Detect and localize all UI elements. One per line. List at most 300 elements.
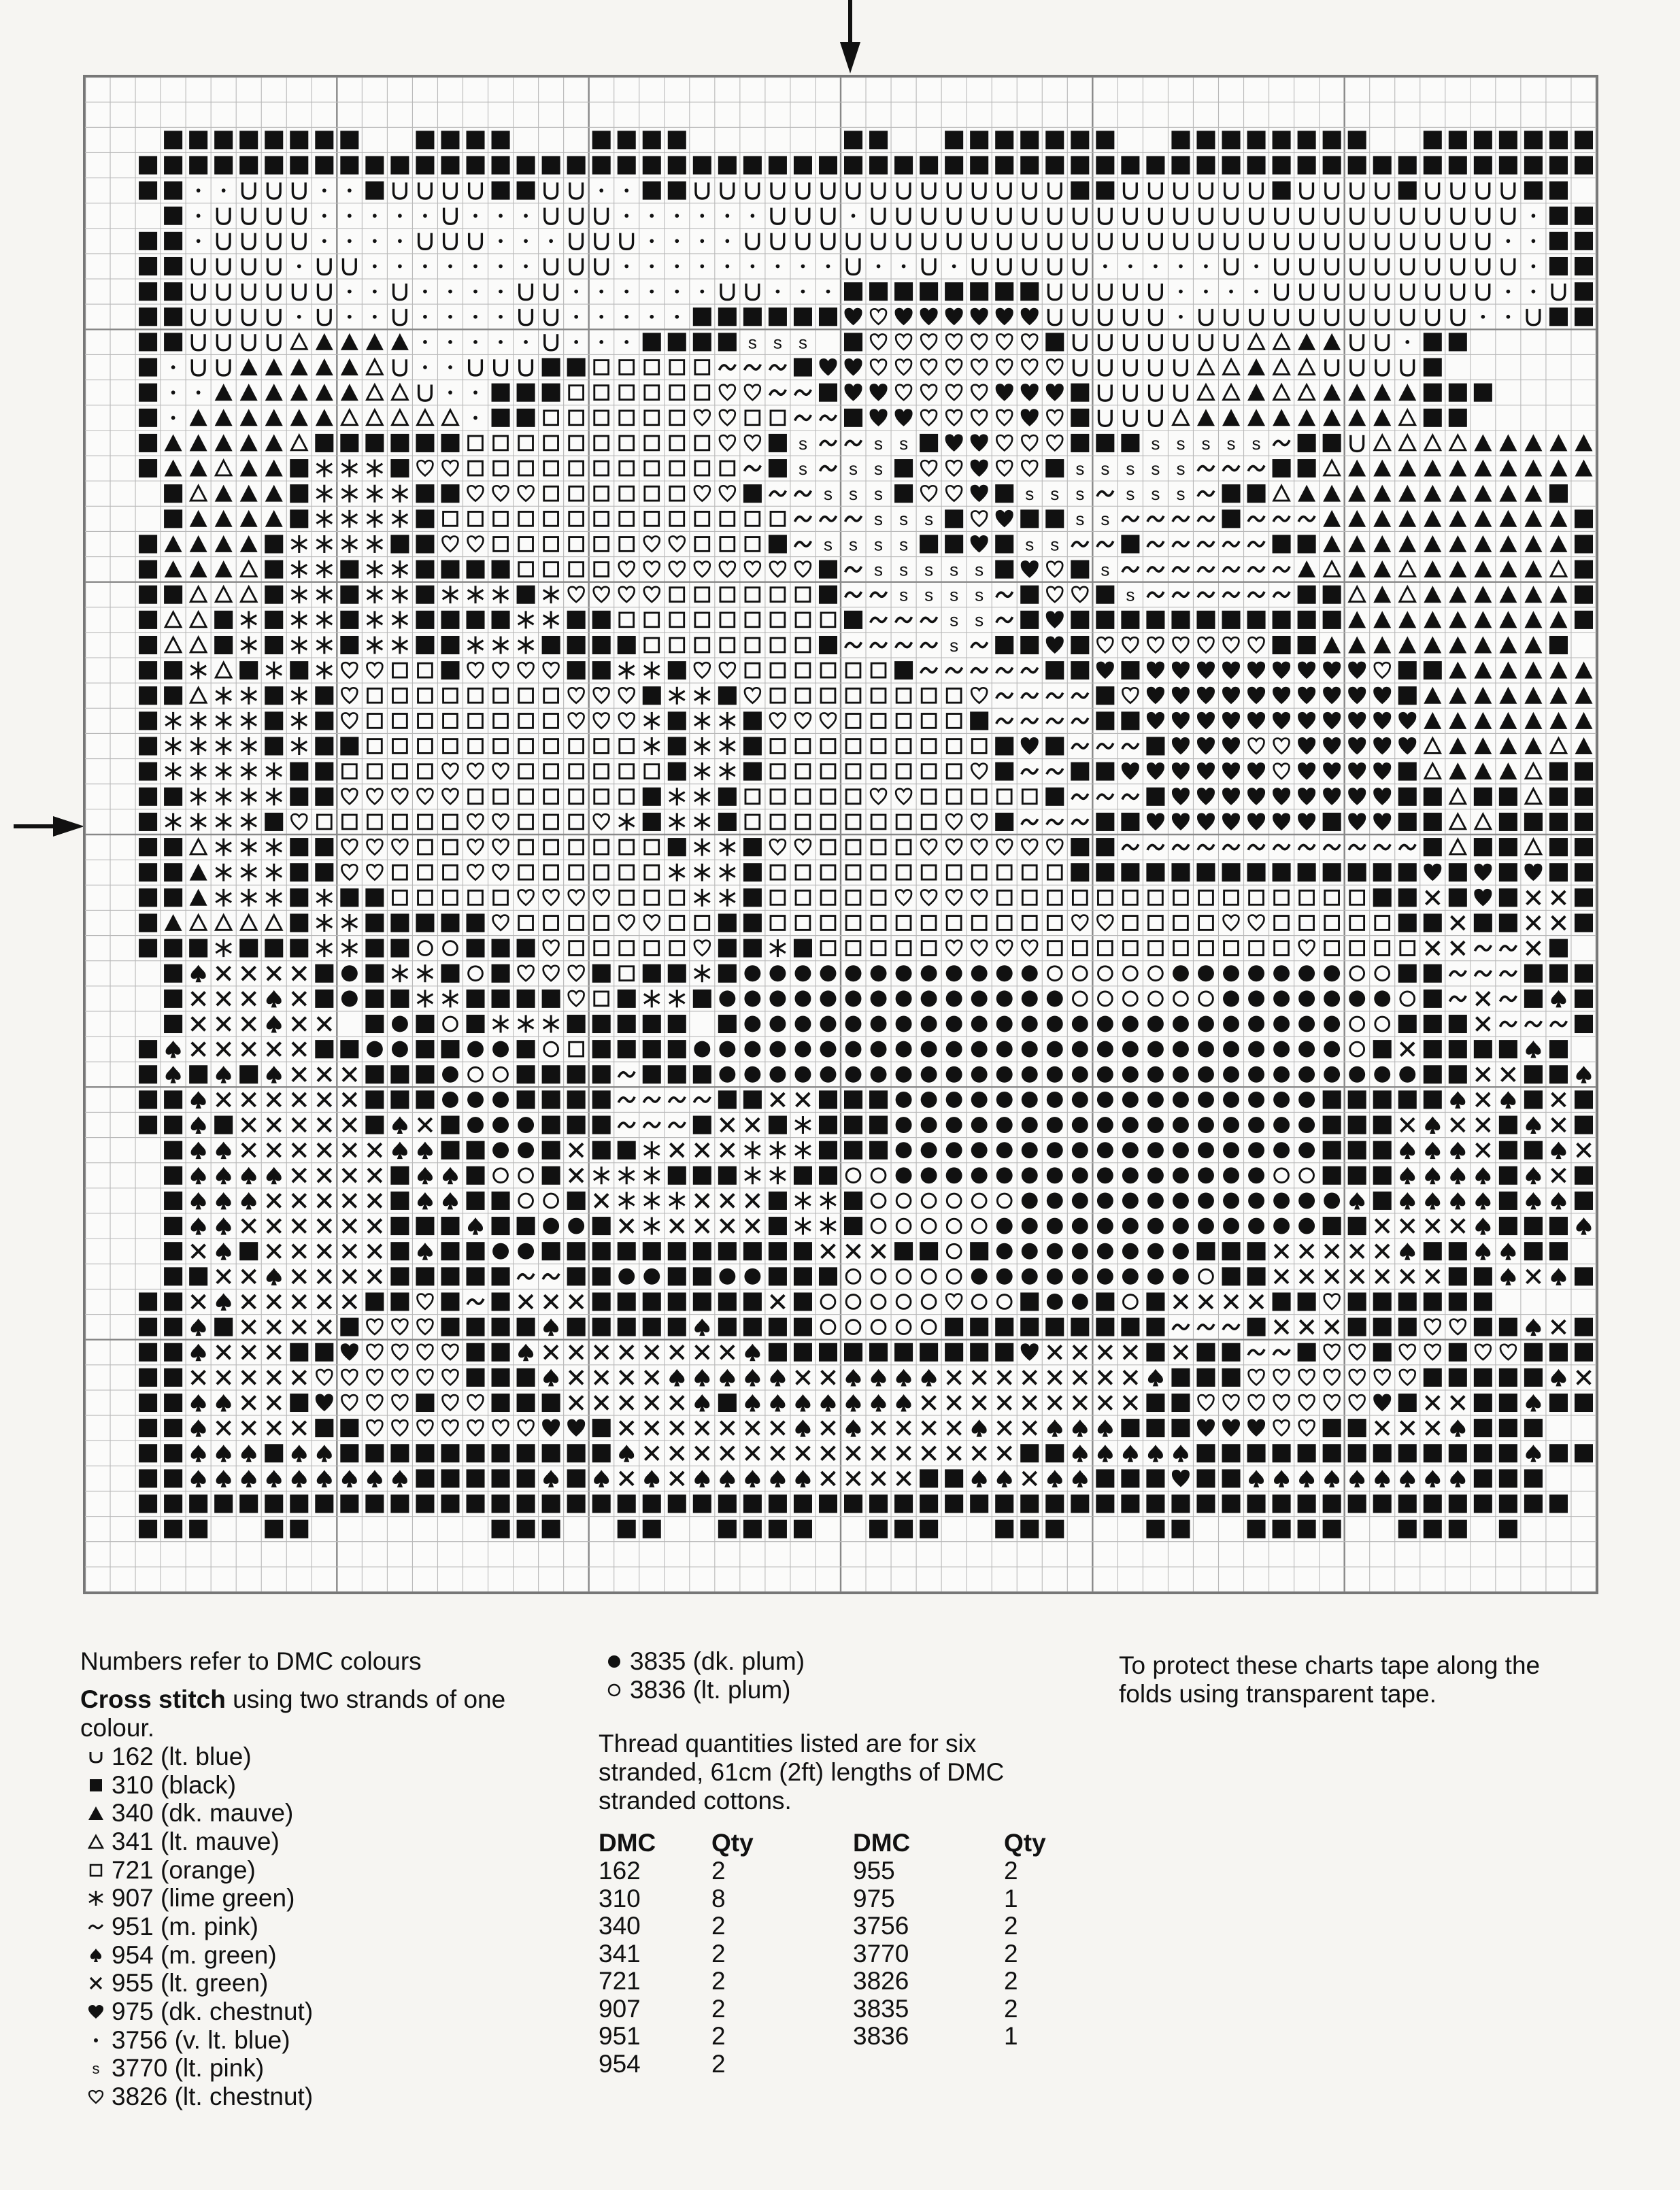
- stitch-symbol: [1298, 1142, 1315, 1158]
- stitch-symbol: [1575, 1116, 1593, 1134]
- stitch-symbol: [618, 1292, 636, 1311]
- stitch-symbol: [139, 913, 157, 932]
- stitch-symbol: [499, 290, 503, 294]
- stitch-symbol: [1575, 838, 1593, 856]
- stitch-symbol: [1298, 459, 1316, 477]
- stitch-symbol: [1248, 1066, 1264, 1083]
- stitch-symbol: [743, 156, 762, 174]
- stitch-symbol: [1532, 239, 1536, 243]
- stitch-symbol: [995, 156, 1013, 174]
- stitch-symbol: [1298, 1041, 1315, 1058]
- stitch-symbol: [1096, 586, 1114, 604]
- stitch-symbol: [189, 1520, 207, 1538]
- stitch-symbol: [1374, 1066, 1390, 1083]
- table-row: [599, 1940, 1072, 1968]
- stitch-symbol: [1373, 156, 1392, 174]
- stitch-symbol: [365, 1090, 384, 1109]
- stitch-symbol: [574, 290, 578, 294]
- stitch-symbol: [794, 990, 811, 1007]
- stitch-symbol: [769, 990, 786, 1007]
- stitch-symbol: [643, 686, 661, 705]
- stitch-symbol: [441, 1141, 459, 1160]
- stitch-symbol: [1323, 1217, 1341, 1235]
- stitch-symbol: [139, 282, 157, 301]
- stitch-symbol: [315, 838, 333, 856]
- stitch-symbol: [1273, 1520, 1291, 1538]
- stitch-symbol: [1499, 131, 1517, 149]
- stitch-symbol: [921, 1041, 937, 1058]
- stitch-symbol: [1146, 156, 1164, 174]
- svg-text:s: s: [874, 509, 884, 530]
- stitch-symbol: [643, 131, 661, 149]
- stitch-symbol: [164, 282, 182, 301]
- stitch-symbol: [197, 390, 201, 394]
- stitch-symbol: [315, 1495, 333, 1513]
- stitch-symbol: [650, 315, 654, 319]
- stitch-symbol: [365, 1292, 384, 1311]
- stitch-symbol: [1045, 1318, 1064, 1336]
- stitch-symbol: [1424, 1495, 1442, 1513]
- stitch-symbol: [518, 1142, 534, 1158]
- stitch-symbol: [1047, 990, 1063, 1007]
- stitch-symbol: [1096, 813, 1114, 831]
- stitch-symbol: [492, 964, 510, 983]
- stitch-symbol: [1146, 737, 1164, 756]
- stitch-symbol: [1524, 1242, 1543, 1260]
- stitch-symbol: [1173, 1092, 1189, 1108]
- stitch-symbol: [826, 290, 830, 294]
- stitch-symbol: [542, 1141, 560, 1160]
- stitch-symbol: [1575, 307, 1593, 326]
- stitch-symbol: [1146, 863, 1164, 881]
- stitch-symbol: [1147, 1142, 1164, 1158]
- table-cell: 8: [711, 1884, 726, 1913]
- stitch-symbol: [693, 990, 711, 1008]
- stitch-symbol: [1045, 737, 1064, 756]
- stitch-symbol: [1147, 1218, 1164, 1234]
- stitch-symbol: [1424, 990, 1442, 1008]
- stitch-symbol: [1198, 1092, 1214, 1108]
- stitch-symbol: [164, 1444, 182, 1462]
- stitch-symbol: [1122, 1117, 1139, 1133]
- stitch-symbol: [139, 1419, 157, 1437]
- stitch-symbol: [365, 913, 384, 932]
- stitch-symbol: [1022, 965, 1038, 981]
- svg-text:s: s: [1151, 484, 1160, 505]
- stitch-symbol: [618, 1141, 636, 1160]
- stitch-symbol: [1474, 1495, 1492, 1513]
- stitch-symbol: [1273, 459, 1291, 477]
- stitch-symbol: [1122, 1066, 1139, 1083]
- stitch-symbol: [441, 1469, 459, 1487]
- stitch-symbol: [492, 131, 510, 149]
- stitch-symbol: [1323, 611, 1341, 629]
- stitch-symbol: [390, 156, 409, 174]
- stitch-symbol: [743, 762, 762, 781]
- stitch-symbol: [675, 214, 679, 218]
- stitch-symbol: [744, 1041, 760, 1058]
- stitch-symbol: [1349, 990, 1365, 1007]
- stitch-symbol: [1507, 290, 1511, 294]
- stitch-symbol: [1373, 1090, 1392, 1109]
- stitch-symbol: [769, 434, 787, 452]
- stitch-symbol: [845, 965, 862, 981]
- stitch-symbol: [945, 1495, 963, 1513]
- stitch-symbol: [265, 560, 283, 579]
- stitch-symbol: [239, 939, 258, 958]
- stitch-symbol: [441, 1116, 459, 1134]
- stitch-symbol: [1121, 1419, 1139, 1437]
- svg-text:s: s: [798, 332, 807, 353]
- key-item: [80, 1827, 556, 1856]
- stitch-symbol: [139, 257, 157, 275]
- stitch-symbol: [1247, 1267, 1266, 1285]
- stitch-symbol: [971, 990, 988, 1007]
- stitch-symbol: [618, 1268, 635, 1285]
- stitch-symbol: [971, 1092, 988, 1108]
- stitch-symbol: [466, 1444, 484, 1462]
- stitch-symbol: [894, 156, 913, 174]
- stitch-symbol: [668, 131, 686, 149]
- stitch-symbol: [1474, 1444, 1492, 1462]
- table-cell: [1004, 2051, 1072, 2078]
- stitch-symbol: [567, 1065, 586, 1083]
- stitch-symbol: [845, 1066, 862, 1083]
- stitch-symbol: [1097, 1092, 1113, 1108]
- stitch-symbol: [946, 1092, 962, 1108]
- table-cell: 2: [711, 1994, 726, 2023]
- svg-text:s: s: [874, 433, 884, 454]
- stitch-symbol: [1524, 1141, 1543, 1160]
- stitch-symbol: [1097, 1218, 1113, 1234]
- stitch-symbol: [139, 1318, 157, 1336]
- stitch-symbol: [693, 1166, 711, 1185]
- stitch-symbol: [996, 1092, 1013, 1108]
- table-cell: 3756: [853, 1912, 909, 1940]
- stitch-symbol: [1449, 1040, 1467, 1058]
- stitch-symbol: [1373, 1192, 1392, 1210]
- stitch-symbol: [769, 1267, 787, 1285]
- stitch-symbol: [743, 1318, 762, 1336]
- svg-text:s: s: [1101, 458, 1110, 479]
- stitch-symbol: [1173, 1192, 1189, 1209]
- stitch-symbol: [1223, 1066, 1239, 1083]
- stitch-symbol: [315, 686, 333, 705]
- stitch-symbol: [1071, 182, 1089, 200]
- stitch-symbol: [1248, 1192, 1264, 1209]
- stitch-symbol: [743, 307, 762, 326]
- stitch-symbol: [799, 458, 807, 479]
- stitch-symbol: [1532, 214, 1536, 218]
- svg-text:s: s: [899, 534, 909, 555]
- stitch-symbol: [239, 661, 258, 679]
- table-cell: 2: [1004, 1912, 1018, 1940]
- stitch-symbol: [290, 1495, 308, 1513]
- stitch-symbol: [1071, 762, 1089, 781]
- stitch-symbol: [945, 1318, 963, 1336]
- stitch-symbol: [398, 214, 402, 218]
- stitch-symbol: [650, 214, 654, 218]
- stitch-symbol: [1020, 611, 1039, 629]
- stitch-symbol: [820, 965, 837, 981]
- stitch-symbol: [1222, 1368, 1240, 1387]
- svg-text:s: s: [1126, 458, 1135, 479]
- table-header-row: [599, 1829, 1072, 1857]
- stitch-symbol: [819, 384, 837, 402]
- stitch-symbol: [265, 586, 283, 604]
- stitch-symbol: [139, 1343, 157, 1362]
- stitch-symbol: [441, 611, 459, 629]
- stitch-symbol: [794, 1318, 812, 1336]
- stitch-symbol: [1424, 788, 1442, 806]
- stitch-symbol: [365, 182, 384, 200]
- stitch-symbol: [1248, 1167, 1264, 1183]
- stitch-symbol: [1196, 1343, 1215, 1362]
- stitch-symbol: [390, 434, 409, 452]
- stitch-symbol: [1373, 1040, 1392, 1058]
- stitch-symbol: [618, 1318, 636, 1336]
- stitch-symbol: [214, 1116, 233, 1134]
- stitch-symbol: [290, 509, 308, 528]
- key-item: [599, 1676, 1088, 1704]
- stitch-symbol: [1121, 1469, 1139, 1487]
- stitch-symbol: [164, 788, 182, 806]
- stitch-symbol: [668, 1292, 686, 1311]
- svg-text:s: s: [1201, 433, 1211, 454]
- stitch-symbol: [189, 131, 207, 149]
- stitch-symbol: [392, 1016, 408, 1032]
- stitch-symbol: [1022, 1117, 1038, 1133]
- stitch-symbol: [1171, 863, 1190, 881]
- stitch-symbol: [290, 1520, 308, 1538]
- stitch-symbol: [1524, 156, 1543, 174]
- stitch-symbol: [1222, 131, 1240, 149]
- stitch-symbol: [643, 156, 661, 174]
- stitch-symbol: [921, 990, 937, 1007]
- stitch-symbol: [1549, 232, 1568, 250]
- stitch-symbol: [139, 939, 157, 958]
- stitch-symbol: [423, 290, 427, 294]
- stitch-symbol: [950, 585, 958, 605]
- circle-filled-icon: [599, 1653, 630, 1670]
- stitch-symbol: [542, 156, 560, 174]
- table-cell: 3770: [853, 1939, 909, 1968]
- stitch-symbol: [1121, 863, 1139, 881]
- stitch-symbol: [1348, 1419, 1366, 1437]
- stitch-symbol: [348, 315, 352, 319]
- stitch-symbol: [1254, 290, 1258, 294]
- thread-quantity-note: Thread quantities listed are for six stranded, 61cm (2ft) lengths of DMC stranded cottons.: [599, 1730, 1005, 1815]
- stitch-symbol: [1575, 990, 1593, 1008]
- stitch-symbol: [492, 1318, 510, 1336]
- stitch-symbol: [441, 560, 459, 579]
- stitch-symbol: [189, 1495, 207, 1513]
- stitch-symbol: [1298, 1016, 1315, 1032]
- stitch-symbol: [1398, 1292, 1417, 1311]
- stitch-symbol: [794, 1166, 812, 1185]
- stitch-symbol: [869, 1090, 888, 1109]
- stitch-symbol: [1223, 1041, 1239, 1058]
- stitch-symbol: [618, 1242, 636, 1260]
- stitch-symbol: [340, 1495, 358, 1513]
- stitch-symbol: [1324, 1192, 1340, 1209]
- stitch-symbol: [441, 1444, 459, 1462]
- stitch-symbol: [1248, 1218, 1264, 1234]
- stitch-symbol: [1097, 1142, 1113, 1158]
- stitch-symbol: [416, 131, 434, 149]
- stitch-symbol: [1273, 965, 1290, 981]
- table-row: [599, 1913, 1072, 1940]
- stitch-symbol: [340, 560, 358, 579]
- stitch-symbol: [871, 990, 887, 1007]
- stitch-symbol: [896, 1092, 912, 1108]
- stitch-symbol: [1575, 913, 1593, 932]
- stitch-symbol: [189, 1267, 207, 1285]
- stitch-symbol: [693, 333, 711, 351]
- stitch-symbol: [139, 838, 157, 856]
- stitch-symbol: [164, 1343, 182, 1362]
- stitch-symbol: [743, 888, 762, 907]
- stitch-symbol: [1499, 1217, 1517, 1235]
- table-cell: 1: [1004, 2022, 1018, 2051]
- stitch-symbol: [874, 559, 883, 579]
- stitch-symbol: [315, 434, 333, 452]
- stitch-symbol: [139, 661, 157, 679]
- stitch-symbol: [1096, 434, 1114, 452]
- stitch-symbol: [995, 1520, 1013, 1538]
- stitch-symbol: [743, 711, 762, 730]
- key-item: [80, 1998, 556, 2026]
- stitch-symbol: [139, 1040, 157, 1058]
- stitch-symbol: [1323, 131, 1341, 149]
- stitch-symbol: [743, 863, 762, 881]
- stitch-symbol: [1474, 1368, 1492, 1387]
- svg-text:s: s: [1151, 433, 1160, 454]
- stitch-symbol: [1575, 131, 1593, 149]
- stitch-symbol: [567, 611, 586, 629]
- stitch-symbol: [365, 156, 384, 174]
- stitch-symbol: [567, 358, 586, 377]
- svg-text:s: s: [1050, 484, 1060, 505]
- stitch-symbol: [373, 265, 377, 269]
- stitch-symbol: [222, 188, 226, 192]
- stitch-symbol: [1298, 1218, 1315, 1234]
- table-header-dmc: DMC: [853, 1829, 911, 1857]
- stitch-symbol: [1348, 1090, 1366, 1109]
- stitch-symbol: [668, 1040, 686, 1058]
- stitch-symbol: [819, 1166, 837, 1185]
- stitch-symbol: [1096, 711, 1114, 730]
- stitch-symbol: [1248, 1041, 1264, 1058]
- stitch-symbol: [542, 636, 560, 654]
- stitch-symbol: [1173, 1243, 1189, 1260]
- stitch-symbol: [568, 1218, 584, 1234]
- stitch-symbol: [1273, 131, 1291, 149]
- stitch-symbol: [769, 307, 787, 326]
- stitch-symbol: [899, 433, 908, 454]
- stitch-symbol: [1121, 1495, 1139, 1513]
- stitch-symbol: [844, 1090, 862, 1109]
- stitch-symbol: [441, 636, 459, 654]
- stitch-symbol: [624, 290, 628, 294]
- stitch-symbol: [618, 1040, 636, 1058]
- stitch-symbol: [743, 737, 762, 756]
- stitch-symbol: [971, 1066, 988, 1083]
- stitch-symbol: [416, 1090, 434, 1109]
- stitch-symbol: [1575, 1192, 1593, 1210]
- stitch-symbol: [1449, 888, 1467, 907]
- stitch-symbol: [1575, 1394, 1593, 1412]
- stitch-symbol: [365, 1015, 384, 1033]
- stitch-symbol: [1474, 1292, 1492, 1311]
- stitch-symbol: [1171, 131, 1190, 149]
- stitch-symbol: [1045, 509, 1064, 528]
- stitch-symbol: [1499, 1116, 1517, 1134]
- stitch-symbol: [1524, 1343, 1543, 1362]
- stitch-symbol: [239, 1242, 258, 1260]
- stitch-symbol: [441, 1242, 459, 1260]
- stitch-symbol: [1398, 1090, 1417, 1109]
- stitch-symbol: [1549, 257, 1568, 275]
- stitch-symbol: [567, 1192, 586, 1210]
- stitch-symbol: [1025, 484, 1034, 504]
- stitch-symbol: [139, 788, 157, 806]
- stitch-symbol: [466, 913, 484, 932]
- stitch-symbol: [1147, 1268, 1164, 1285]
- stitch-symbol: [1248, 1142, 1264, 1158]
- stitch-symbol: [473, 265, 477, 269]
- stitch-symbol: [921, 1092, 937, 1108]
- stitch-symbol: [1424, 964, 1442, 983]
- stitch-symbol: [899, 509, 908, 529]
- stitch-symbol: [1524, 182, 1543, 200]
- stitch-symbol: [416, 1469, 434, 1487]
- stitch-symbol: [1247, 484, 1266, 503]
- stitch-symbol: [1179, 315, 1183, 319]
- stitch-symbol: [1198, 1066, 1214, 1083]
- stitch-symbol: [1022, 1243, 1038, 1260]
- stitch-symbol: [1173, 1041, 1189, 1058]
- stitch-symbol: [1549, 484, 1568, 503]
- stitch-symbol: [1474, 131, 1492, 149]
- key-label: 341 (lt. mauve): [112, 1827, 280, 1855]
- stitch-symbol: [416, 1394, 434, 1412]
- stitch-symbol: [1373, 888, 1392, 907]
- svg-text:s: s: [1226, 433, 1236, 454]
- stitch-symbol: [164, 307, 182, 326]
- stitch-symbol: [643, 1318, 661, 1336]
- stitch-symbol: [1499, 1469, 1517, 1487]
- stitch-symbol: [1323, 1141, 1341, 1160]
- stitch-symbol: [1198, 1117, 1214, 1133]
- stitch-symbol: [416, 1065, 434, 1083]
- stitch-symbol: [844, 282, 862, 301]
- stitch-symbol: [718, 1090, 737, 1109]
- stitch-symbol: [794, 965, 811, 981]
- stitch-symbol: [1524, 1495, 1543, 1513]
- stitch-symbol: [1071, 560, 1089, 579]
- stitch-symbol: [416, 484, 434, 503]
- stitch-symbol: [265, 686, 283, 705]
- stitch-symbol: [1449, 156, 1467, 174]
- stitch-symbol: [1146, 1495, 1164, 1513]
- stitch-symbol: [1524, 1469, 1543, 1487]
- stitch-symbol: [466, 1166, 484, 1185]
- stitch-symbol: [1323, 586, 1341, 604]
- stitch-symbol: [1549, 207, 1568, 225]
- stitch-symbol: [826, 265, 830, 269]
- stitch-symbol: [1524, 1419, 1543, 1437]
